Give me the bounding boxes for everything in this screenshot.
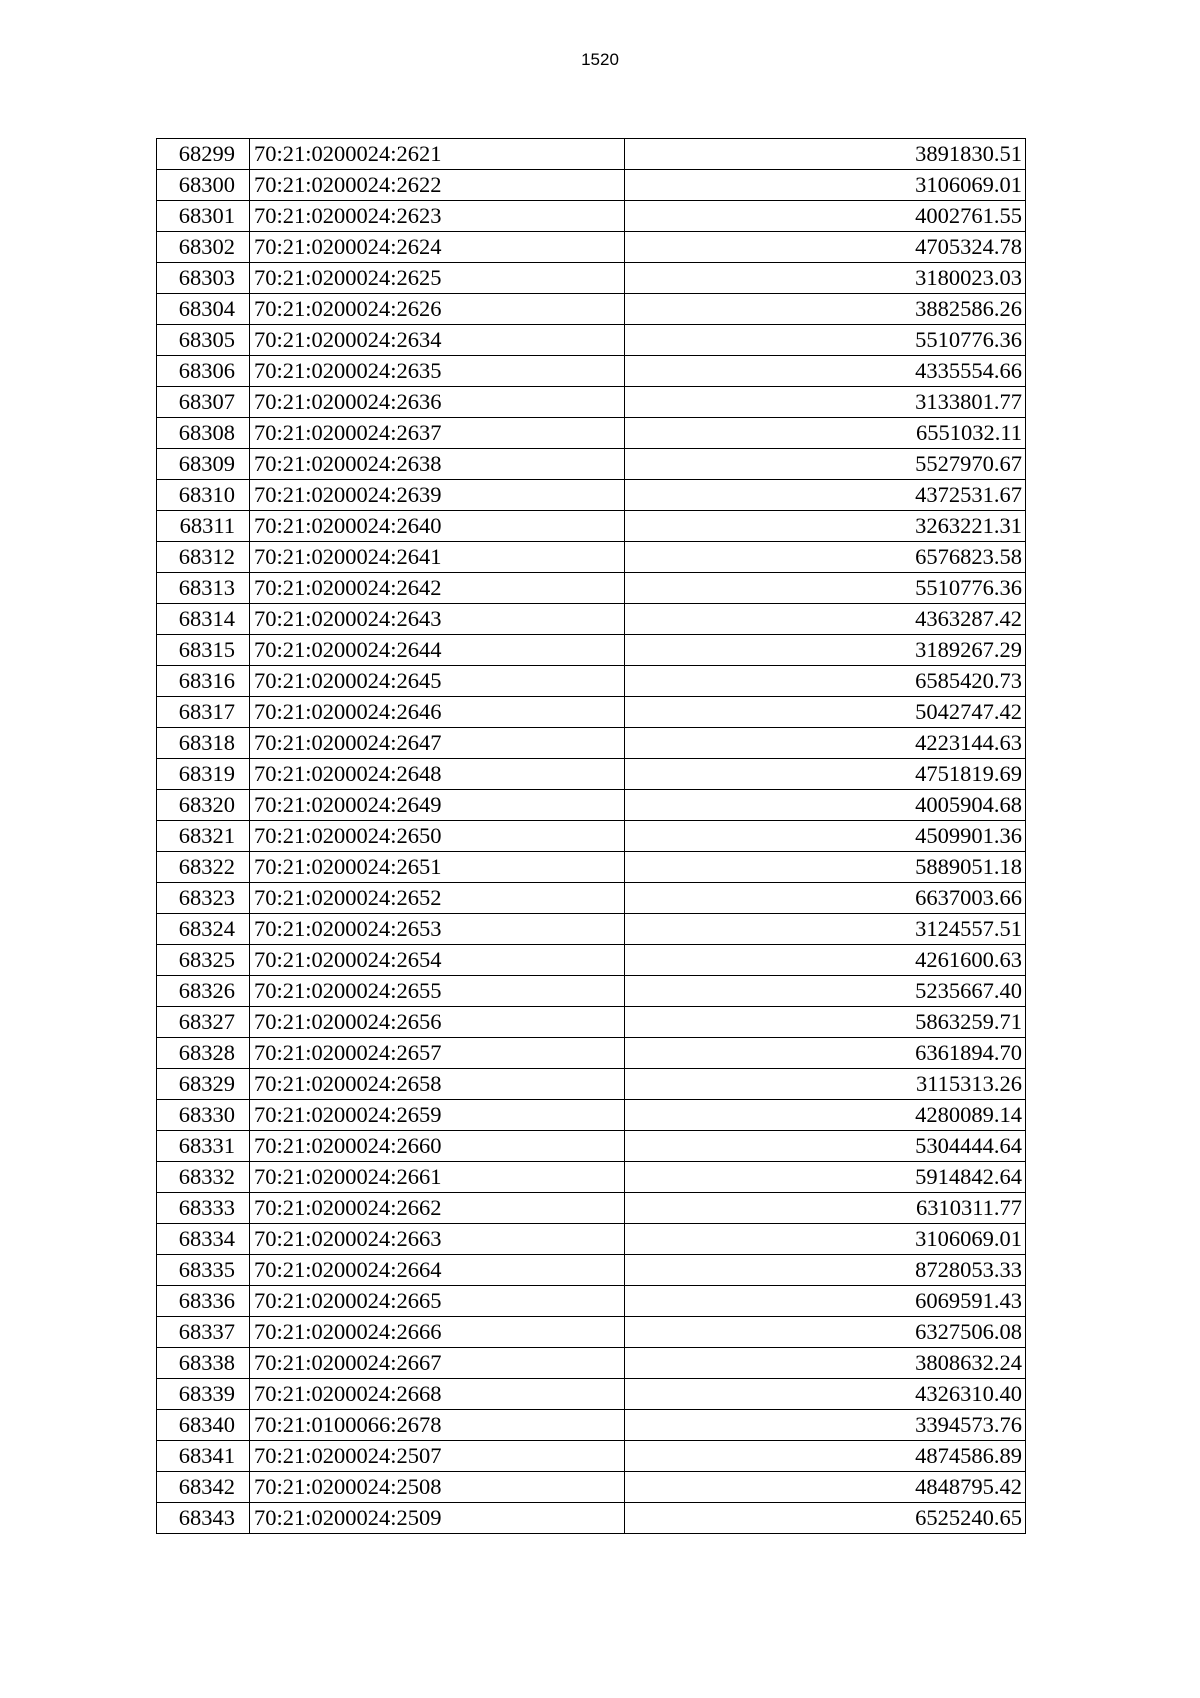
cadastral-number-cell: 70:21:0200024:2626 — [250, 294, 625, 325]
cadastral-value-cell: 3808632.24 — [625, 1348, 1026, 1379]
cadastral-number-cell: 70:21:0200024:2663 — [250, 1224, 625, 1255]
cadastral-number-cell: 70:21:0200024:2645 — [250, 666, 625, 697]
cadastral-number-cell: 70:21:0200024:2642 — [250, 573, 625, 604]
cadastral-value-cell: 3180023.03 — [625, 263, 1026, 294]
table-row — [157, 170, 1026, 201]
cadastral-value-cell: 3263221.31 — [625, 511, 1026, 542]
cadastral-value-cell: 4005904.68 — [625, 790, 1026, 821]
cadastral-number-cell: 70:21:0200024:2659 — [250, 1100, 625, 1131]
cadastral-value-cell: 6069591.43 — [625, 1286, 1026, 1317]
table-row — [157, 1162, 1026, 1193]
table-row — [157, 1317, 1026, 1348]
row-number-cell: 68330 — [157, 1100, 250, 1131]
row-number-cell: 68305 — [157, 325, 250, 356]
row-number-cell: 68321 — [157, 821, 250, 852]
cadastral-value-cell: 4874586.89 — [625, 1441, 1026, 1472]
row-number-cell: 68313 — [157, 573, 250, 604]
table-row — [157, 1224, 1026, 1255]
cadastral-number-cell: 70:21:0200024:2654 — [250, 945, 625, 976]
table-row — [157, 139, 1026, 170]
table-row — [157, 1348, 1026, 1379]
row-number-cell: 68308 — [157, 418, 250, 449]
table-row — [157, 1131, 1026, 1162]
cadastral-value-cell: 3133801.77 — [625, 387, 1026, 418]
cadastral-value-cell: 8728053.33 — [625, 1255, 1026, 1286]
cadastral-number-cell: 70:21:0200024:2655 — [250, 976, 625, 1007]
row-number-cell: 68326 — [157, 976, 250, 1007]
cadastral-value-cell: 6310311.77 — [625, 1193, 1026, 1224]
row-number-cell: 68317 — [157, 697, 250, 728]
cadastral-value-cell: 6327506.08 — [625, 1317, 1026, 1348]
table-row — [157, 1007, 1026, 1038]
row-number-cell: 68319 — [157, 759, 250, 790]
table-row — [157, 449, 1026, 480]
cadastral-number-cell: 70:21:0200024:2662 — [250, 1193, 625, 1224]
table-row — [157, 1038, 1026, 1069]
table-row — [157, 604, 1026, 635]
cadastral-value-cell: 5510776.36 — [625, 573, 1026, 604]
cadastral-number-cell: 70:21:0200024:2650 — [250, 821, 625, 852]
table-row — [157, 325, 1026, 356]
table-row — [157, 1379, 1026, 1410]
table-row — [157, 480, 1026, 511]
row-number-cell: 68307 — [157, 387, 250, 418]
cadastral-number-cell: 70:21:0200024:2637 — [250, 418, 625, 449]
row-number-cell: 68310 — [157, 480, 250, 511]
cadastral-value-cell: 6585420.73 — [625, 666, 1026, 697]
table-row — [157, 914, 1026, 945]
cadastral-value-cell: 6637003.66 — [625, 883, 1026, 914]
cadastral-value-cell: 6525240.65 — [625, 1503, 1026, 1534]
table-row — [157, 387, 1026, 418]
row-number-cell: 68335 — [157, 1255, 250, 1286]
cadastral-value-cell: 3124557.51 — [625, 914, 1026, 945]
cadastral-number-cell: 70:21:0200024:2635 — [250, 356, 625, 387]
row-number-cell: 68331 — [157, 1131, 250, 1162]
cadastral-value-cell: 4363287.42 — [625, 604, 1026, 635]
cadastral-value-cell: 3106069.01 — [625, 170, 1026, 201]
cadastral-number-cell: 70:21:0200024:2658 — [250, 1069, 625, 1100]
table-row — [157, 635, 1026, 666]
cadastral-value-cell: 4848795.42 — [625, 1472, 1026, 1503]
row-number-cell: 68328 — [157, 1038, 250, 1069]
cadastral-number-cell: 70:21:0200024:2621 — [250, 139, 625, 170]
cadastral-number-cell: 70:21:0200024:2644 — [250, 635, 625, 666]
table-row — [157, 1069, 1026, 1100]
cadastral-number-cell: 70:21:0200024:2638 — [250, 449, 625, 480]
row-number-cell: 68309 — [157, 449, 250, 480]
row-number-cell: 68312 — [157, 542, 250, 573]
cadastral-value-cell: 5304444.64 — [625, 1131, 1026, 1162]
row-number-cell: 68299 — [157, 139, 250, 170]
row-number-cell: 68320 — [157, 790, 250, 821]
cadastral-value-table — [156, 138, 1026, 1534]
row-number-cell: 68323 — [157, 883, 250, 914]
cadastral-value-cell: 4705324.78 — [625, 232, 1026, 263]
row-number-cell: 68318 — [157, 728, 250, 759]
table-row — [157, 790, 1026, 821]
cadastral-number-cell: 70:21:0200024:2640 — [250, 511, 625, 542]
cadastral-number-cell: 70:21:0200024:2623 — [250, 201, 625, 232]
cadastral-number-cell: 70:21:0200024:2652 — [250, 883, 625, 914]
cadastral-number-cell: 70:21:0200024:2651 — [250, 852, 625, 883]
cadastral-number-cell: 70:21:0200024:2636 — [250, 387, 625, 418]
table-row — [157, 697, 1026, 728]
cadastral-value-cell: 4372531.67 — [625, 480, 1026, 511]
table-row — [157, 1255, 1026, 1286]
cadastral-value-cell: 4326310.40 — [625, 1379, 1026, 1410]
cadastral-number-cell: 70:21:0200024:2657 — [250, 1038, 625, 1069]
table-row — [157, 418, 1026, 449]
table-row — [157, 1100, 1026, 1131]
row-number-cell: 68325 — [157, 945, 250, 976]
cadastral-value-cell: 6576823.58 — [625, 542, 1026, 573]
table-row — [157, 511, 1026, 542]
row-number-cell: 68301 — [157, 201, 250, 232]
row-number-cell: 68300 — [157, 170, 250, 201]
table-row — [157, 294, 1026, 325]
cadastral-number-cell: 70:21:0200024:2656 — [250, 1007, 625, 1038]
cadastral-value-cell: 5527970.67 — [625, 449, 1026, 480]
cadastral-number-cell: 70:21:0200024:2668 — [250, 1379, 625, 1410]
table-row — [157, 1441, 1026, 1472]
row-number-cell: 68333 — [157, 1193, 250, 1224]
cadastral-value-cell: 4280089.14 — [625, 1100, 1026, 1131]
cadastral-value-cell: 3189267.29 — [625, 635, 1026, 666]
cadastral-number-cell: 70:21:0200024:2646 — [250, 697, 625, 728]
cadastral-number-cell: 70:21:0200024:2634 — [250, 325, 625, 356]
row-number-cell: 68304 — [157, 294, 250, 325]
cadastral-number-cell: 70:21:0100066:2678 — [250, 1410, 625, 1441]
table-row — [157, 728, 1026, 759]
cadastral-value-cell: 5914842.64 — [625, 1162, 1026, 1193]
cadastral-number-cell: 70:21:0200024:2648 — [250, 759, 625, 790]
table-row — [157, 542, 1026, 573]
table-row — [157, 263, 1026, 294]
row-number-cell: 68322 — [157, 852, 250, 883]
cadastral-number-cell: 70:21:0200024:2653 — [250, 914, 625, 945]
row-number-cell: 68343 — [157, 1503, 250, 1534]
table-row — [157, 666, 1026, 697]
cadastral-value-cell: 3394573.76 — [625, 1410, 1026, 1441]
row-number-cell: 68324 — [157, 914, 250, 945]
cadastral-number-cell: 70:21:0200024:2667 — [250, 1348, 625, 1379]
cadastral-number-cell: 70:21:0200024:2660 — [250, 1131, 625, 1162]
table-row — [157, 945, 1026, 976]
cadastral-value-cell: 4751819.69 — [625, 759, 1026, 790]
cadastral-value-cell: 5510776.36 — [625, 325, 1026, 356]
table-row — [157, 821, 1026, 852]
table-row — [157, 1286, 1026, 1317]
table-row — [157, 1503, 1026, 1534]
cadastral-value-cell: 4509901.36 — [625, 821, 1026, 852]
cadastral-number-cell: 70:21:0200024:2641 — [250, 542, 625, 573]
page-number: 1520 — [581, 50, 619, 69]
cadastral-number-cell: 70:21:0200024:2649 — [250, 790, 625, 821]
table-row — [157, 201, 1026, 232]
cadastral-value-cell: 3115313.26 — [625, 1069, 1026, 1100]
row-number-cell: 68340 — [157, 1410, 250, 1441]
row-number-cell: 68337 — [157, 1317, 250, 1348]
cadastral-number-cell: 70:21:0200024:2661 — [250, 1162, 625, 1193]
row-number-cell: 68314 — [157, 604, 250, 635]
cadastral-value-cell: 4261600.63 — [625, 945, 1026, 976]
cadastral-number-cell: 70:21:0200024:2664 — [250, 1255, 625, 1286]
row-number-cell: 68339 — [157, 1379, 250, 1410]
row-number-cell: 68327 — [157, 1007, 250, 1038]
cadastral-number-cell: 70:21:0200024:2647 — [250, 728, 625, 759]
table-row — [157, 232, 1026, 263]
cadastral-number-cell: 70:21:0200024:2509 — [250, 1503, 625, 1534]
cadastral-number-cell: 70:21:0200024:2622 — [250, 170, 625, 201]
row-number-cell: 68338 — [157, 1348, 250, 1379]
cadastral-value-cell: 5235667.40 — [625, 976, 1026, 1007]
table-row — [157, 1472, 1026, 1503]
cadastral-value-cell: 4335554.66 — [625, 356, 1026, 387]
table-row — [157, 356, 1026, 387]
cadastral-number-cell: 70:21:0200024:2639 — [250, 480, 625, 511]
cadastral-number-cell: 70:21:0200024:2508 — [250, 1472, 625, 1503]
table-row — [157, 573, 1026, 604]
cadastral-value-cell: 4002761.55 — [625, 201, 1026, 232]
cadastral-value-cell: 3106069.01 — [625, 1224, 1026, 1255]
row-number-cell: 68315 — [157, 635, 250, 666]
row-number-cell: 68306 — [157, 356, 250, 387]
cadastral-number-cell: 70:21:0200024:2665 — [250, 1286, 625, 1317]
table-row — [157, 1193, 1026, 1224]
row-number-cell: 68329 — [157, 1069, 250, 1100]
cadastral-value-cell: 3891830.51 — [625, 139, 1026, 170]
row-number-cell: 68316 — [157, 666, 250, 697]
row-number-cell: 68341 — [157, 1441, 250, 1472]
table-row — [157, 759, 1026, 790]
row-number-cell: 68336 — [157, 1286, 250, 1317]
row-number-cell: 68334 — [157, 1224, 250, 1255]
cadastral-number-cell: 70:21:0200024:2643 — [250, 604, 625, 635]
cadastral-value-cell: 5889051.18 — [625, 852, 1026, 883]
cadastral-value-cell: 4223144.63 — [625, 728, 1026, 759]
cadastral-value-cell: 6551032.11 — [625, 418, 1026, 449]
row-number-cell: 68332 — [157, 1162, 250, 1193]
table-row — [157, 1410, 1026, 1441]
cadastral-value-cell: 3882586.26 — [625, 294, 1026, 325]
table-row — [157, 883, 1026, 914]
row-number-cell: 68303 — [157, 263, 250, 294]
cadastral-number-cell: 70:21:0200024:2625 — [250, 263, 625, 294]
cadastral-number-cell: 70:21:0200024:2624 — [250, 232, 625, 263]
cadastral-value-cell: 5863259.71 — [625, 1007, 1026, 1038]
table-row — [157, 852, 1026, 883]
cadastral-value-cell: 6361894.70 — [625, 1038, 1026, 1069]
row-number-cell: 68302 — [157, 232, 250, 263]
cadastral-number-cell: 70:21:0200024:2507 — [250, 1441, 625, 1472]
table-row — [157, 976, 1026, 1007]
row-number-cell: 68311 — [157, 511, 250, 542]
cadastral-value-cell: 5042747.42 — [625, 697, 1026, 728]
cadastral-number-cell: 70:21:0200024:2666 — [250, 1317, 625, 1348]
row-number-cell: 68342 — [157, 1472, 250, 1503]
table-body — [157, 139, 1026, 1534]
